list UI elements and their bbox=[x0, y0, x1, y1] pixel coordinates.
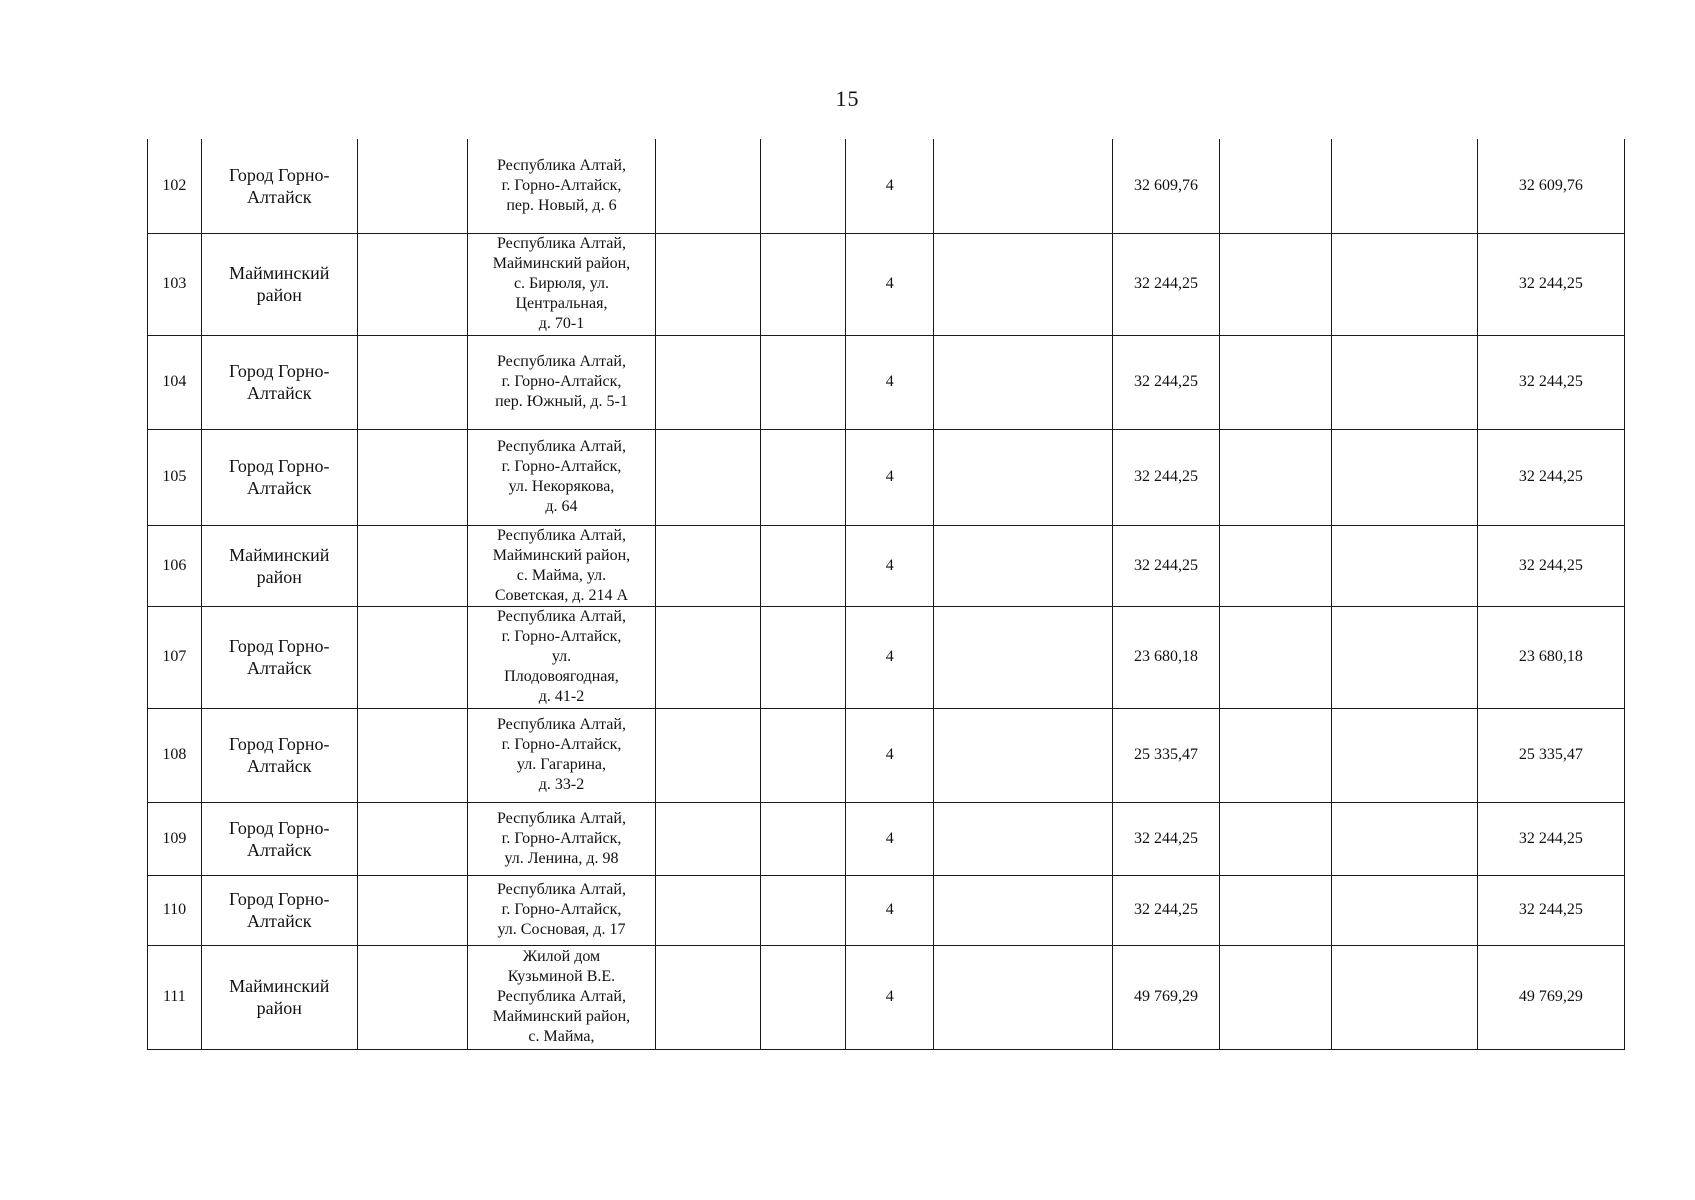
empty-cell bbox=[357, 875, 467, 945]
empty-cell bbox=[1219, 139, 1331, 233]
amount-cell: 49 769,29 bbox=[1113, 945, 1220, 1049]
amount-cell: 25 335,47 bbox=[1113, 708, 1220, 802]
table-row bbox=[148, 945, 1625, 1049]
row-number-cell: 102 bbox=[148, 139, 202, 233]
empty-cell bbox=[1331, 525, 1477, 606]
quantity-cell: 4 bbox=[846, 606, 934, 708]
address-line: г. Горно-Алтайск, bbox=[501, 901, 622, 918]
district-cell: Город Горно-Алтайск bbox=[201, 875, 357, 945]
amount-cell: 32 609,76 bbox=[1113, 139, 1220, 233]
address-line: Республика Алтай, bbox=[496, 235, 626, 252]
empty-cell bbox=[760, 708, 846, 802]
row-number-cell: 104 bbox=[148, 335, 202, 429]
address-line: г. Горно-Алтайск, bbox=[501, 373, 622, 390]
quantity-cell: 4 bbox=[846, 802, 934, 875]
empty-cell bbox=[760, 606, 846, 708]
total-cell: 32 609,76 bbox=[1477, 139, 1624, 233]
empty-cell bbox=[760, 335, 846, 429]
address-line: Майминский район, bbox=[492, 1008, 631, 1025]
district-cell: Город Горно-Алтайск bbox=[201, 802, 357, 875]
empty-cell bbox=[656, 233, 760, 335]
empty-cell bbox=[1219, 708, 1331, 802]
empty-cell bbox=[357, 708, 467, 802]
district-cell: Майминский район bbox=[201, 525, 357, 606]
empty-cell bbox=[656, 335, 760, 429]
row-number-cell: 103 bbox=[148, 233, 202, 335]
district-cell: Майминский район bbox=[201, 945, 357, 1049]
address-line: Республика Алтай, bbox=[496, 716, 626, 733]
empty-cell bbox=[656, 708, 760, 802]
empty-cell bbox=[1331, 875, 1477, 945]
address-line: Плодовоягодная, bbox=[504, 668, 619, 685]
empty-cell bbox=[656, 525, 760, 606]
empty-cell bbox=[1219, 429, 1331, 525]
address-cell bbox=[467, 945, 656, 1049]
address-line: ул. bbox=[551, 648, 572, 665]
address-cell bbox=[467, 139, 656, 233]
empty-cell bbox=[1331, 233, 1477, 335]
address-line: д. 33-2 bbox=[538, 776, 585, 793]
empty-cell bbox=[357, 233, 467, 335]
empty-cell bbox=[357, 802, 467, 875]
table-body bbox=[148, 139, 1625, 1049]
empty-cell bbox=[1331, 139, 1477, 233]
empty-cell bbox=[1219, 945, 1331, 1049]
address-line: Кузьминой В.Е. bbox=[507, 968, 616, 985]
address-line: Майминский район, bbox=[492, 255, 631, 272]
district-cell: Город Горно-Алтайск bbox=[201, 429, 357, 525]
table-row bbox=[148, 429, 1625, 525]
empty-cell bbox=[357, 139, 467, 233]
total-cell: 32 244,25 bbox=[1477, 802, 1624, 875]
quantity-cell: 4 bbox=[846, 708, 934, 802]
total-cell: 32 244,25 bbox=[1477, 429, 1624, 525]
empty-cell bbox=[934, 233, 1113, 335]
address-cell bbox=[467, 429, 656, 525]
address-line: с. Майма, ул. bbox=[516, 566, 607, 584]
quantity-cell: 4 bbox=[846, 335, 934, 429]
address-line: ул. Некорякова, bbox=[508, 478, 615, 495]
row-number-cell: 109 bbox=[148, 802, 202, 875]
empty-cell bbox=[934, 525, 1113, 606]
empty-cell bbox=[656, 945, 760, 1049]
address-line: с. Бирюля, ул. bbox=[513, 275, 609, 292]
address-line: г. Горно-Алтайск, bbox=[501, 829, 622, 847]
total-cell: 49 769,29 bbox=[1477, 945, 1624, 1049]
quantity-cell: 4 bbox=[846, 233, 934, 335]
row-number-cell: 105 bbox=[148, 429, 202, 525]
row-number-cell: 111 bbox=[148, 945, 202, 1049]
empty-cell bbox=[934, 802, 1113, 875]
row-number-cell: 110 bbox=[148, 875, 202, 945]
table-row bbox=[148, 335, 1625, 429]
address-line: Республика Алтай, bbox=[496, 608, 626, 625]
empty-cell bbox=[934, 606, 1113, 708]
empty-cell bbox=[1331, 335, 1477, 429]
empty-cell bbox=[760, 875, 846, 945]
quantity-cell: 4 bbox=[846, 429, 934, 525]
empty-cell bbox=[357, 335, 467, 429]
address-cell bbox=[467, 708, 656, 802]
address-line: пер. Южный, д. 5-1 bbox=[495, 393, 628, 410]
amount-cell: 32 244,25 bbox=[1113, 335, 1220, 429]
address-cell bbox=[467, 875, 656, 945]
total-cell: 32 244,25 bbox=[1477, 335, 1624, 429]
address-line: г. Горно-Алтайск, bbox=[501, 628, 622, 645]
empty-cell bbox=[760, 233, 846, 335]
address-line: д. 41-2 bbox=[538, 688, 585, 705]
empty-cell bbox=[357, 429, 467, 525]
empty-cell bbox=[1331, 802, 1477, 875]
empty-cell bbox=[934, 429, 1113, 525]
empty-cell bbox=[760, 139, 846, 233]
address-line: пер. Новый, д. 6 bbox=[506, 196, 617, 214]
address-line: д. 64 bbox=[545, 498, 578, 515]
empty-cell bbox=[1219, 233, 1331, 335]
quantity-cell: 4 bbox=[846, 875, 934, 945]
amount-cell: 23 680,18 bbox=[1113, 606, 1220, 708]
empty-cell bbox=[656, 429, 760, 525]
empty-cell bbox=[760, 802, 846, 875]
empty-cell bbox=[1219, 335, 1331, 429]
address-line: Республика Алтай, bbox=[496, 809, 626, 827]
total-cell: 23 680,18 bbox=[1477, 606, 1624, 708]
empty-cell bbox=[357, 525, 467, 606]
amount-cell: 32 244,25 bbox=[1113, 429, 1220, 525]
table-row bbox=[148, 233, 1625, 335]
empty-cell bbox=[1219, 525, 1331, 606]
district-cell: Майминский район bbox=[201, 233, 357, 335]
empty-cell bbox=[656, 139, 760, 233]
empty-cell bbox=[1331, 606, 1477, 708]
address-line: Жилой дом bbox=[522, 948, 601, 965]
empty-cell bbox=[656, 875, 760, 945]
empty-cell bbox=[357, 606, 467, 708]
address-line: г. Горно-Алтайск, bbox=[501, 736, 622, 753]
address-line: Республика Алтай, bbox=[496, 156, 626, 174]
amount-cell: 32 244,25 bbox=[1113, 233, 1220, 335]
empty-cell bbox=[760, 525, 846, 606]
amount-cell: 32 244,25 bbox=[1113, 525, 1220, 606]
district-cell: Город Горно-Алтайск bbox=[201, 708, 357, 802]
empty-cell bbox=[1331, 429, 1477, 525]
address-cell bbox=[467, 802, 656, 875]
address-line: ул. Ленина, д. 98 bbox=[504, 849, 619, 867]
address-line: г. Горно-Алтайск, bbox=[501, 176, 622, 194]
empty-cell bbox=[760, 945, 846, 1049]
address-line: Республика Алтай, bbox=[496, 438, 626, 455]
empty-cell bbox=[934, 335, 1113, 429]
address-line: Советская, д. 214 А bbox=[494, 586, 629, 604]
amount-cell: 32 244,25 bbox=[1113, 802, 1220, 875]
address-line: Республика Алтай, bbox=[496, 988, 626, 1005]
empty-cell bbox=[760, 429, 846, 525]
address-line: г. Горно-Алтайск, bbox=[501, 458, 622, 475]
row-number-cell: 106 bbox=[148, 525, 202, 606]
address-line: ул. Сосновая, д. 17 bbox=[497, 921, 626, 938]
address-cell bbox=[467, 335, 656, 429]
empty-cell bbox=[934, 139, 1113, 233]
table-row bbox=[148, 606, 1625, 708]
table-row bbox=[148, 139, 1625, 233]
amount-cell: 32 244,25 bbox=[1113, 875, 1220, 945]
total-cell: 32 244,25 bbox=[1477, 875, 1624, 945]
address-line: Республика Алтай, bbox=[496, 526, 626, 544]
total-cell: 32 244,25 bbox=[1477, 233, 1624, 335]
row-number-cell: 107 bbox=[148, 606, 202, 708]
total-cell: 32 244,25 bbox=[1477, 525, 1624, 606]
address-cell bbox=[467, 525, 656, 606]
address-line: Республика Алтай, bbox=[496, 353, 626, 370]
address-line: ул. Гагарина, bbox=[516, 756, 607, 773]
empty-cell bbox=[357, 945, 467, 1049]
quantity-cell: 4 bbox=[846, 945, 934, 1049]
address-line: с. Майма, bbox=[528, 1028, 595, 1045]
empty-cell bbox=[1219, 802, 1331, 875]
empty-cell bbox=[934, 708, 1113, 802]
address-line: Республика Алтай, bbox=[496, 881, 626, 898]
empty-cell bbox=[1219, 606, 1331, 708]
total-cell: 25 335,47 bbox=[1477, 708, 1624, 802]
address-cell bbox=[467, 606, 656, 708]
empty-cell bbox=[1219, 875, 1331, 945]
table-row bbox=[148, 708, 1625, 802]
address-line: Центральная, bbox=[515, 295, 608, 312]
address-line: Майминский район, bbox=[492, 546, 631, 564]
empty-cell bbox=[934, 875, 1113, 945]
empty-cell bbox=[656, 802, 760, 875]
district-cell: Город Горно-Алтайск bbox=[201, 139, 357, 233]
table-row bbox=[148, 875, 1625, 945]
table-row bbox=[148, 525, 1625, 606]
empty-cell bbox=[1331, 945, 1477, 1049]
district-cell: Город Горно-Алтайск bbox=[201, 335, 357, 429]
empty-cell bbox=[934, 945, 1113, 1049]
empty-cell bbox=[656, 606, 760, 708]
page-number: 15 bbox=[835, 86, 860, 111]
quantity-cell: 4 bbox=[846, 525, 934, 606]
empty-cell bbox=[1331, 708, 1477, 802]
address-line: д. 70-1 bbox=[538, 315, 585, 332]
row-number-cell: 108 bbox=[148, 708, 202, 802]
registry-table bbox=[147, 139, 1625, 1050]
district-cell: Город Горно-Алтайск bbox=[201, 606, 357, 708]
quantity-cell: 4 bbox=[846, 139, 934, 233]
table-row bbox=[148, 802, 1625, 875]
address-cell bbox=[467, 233, 656, 335]
